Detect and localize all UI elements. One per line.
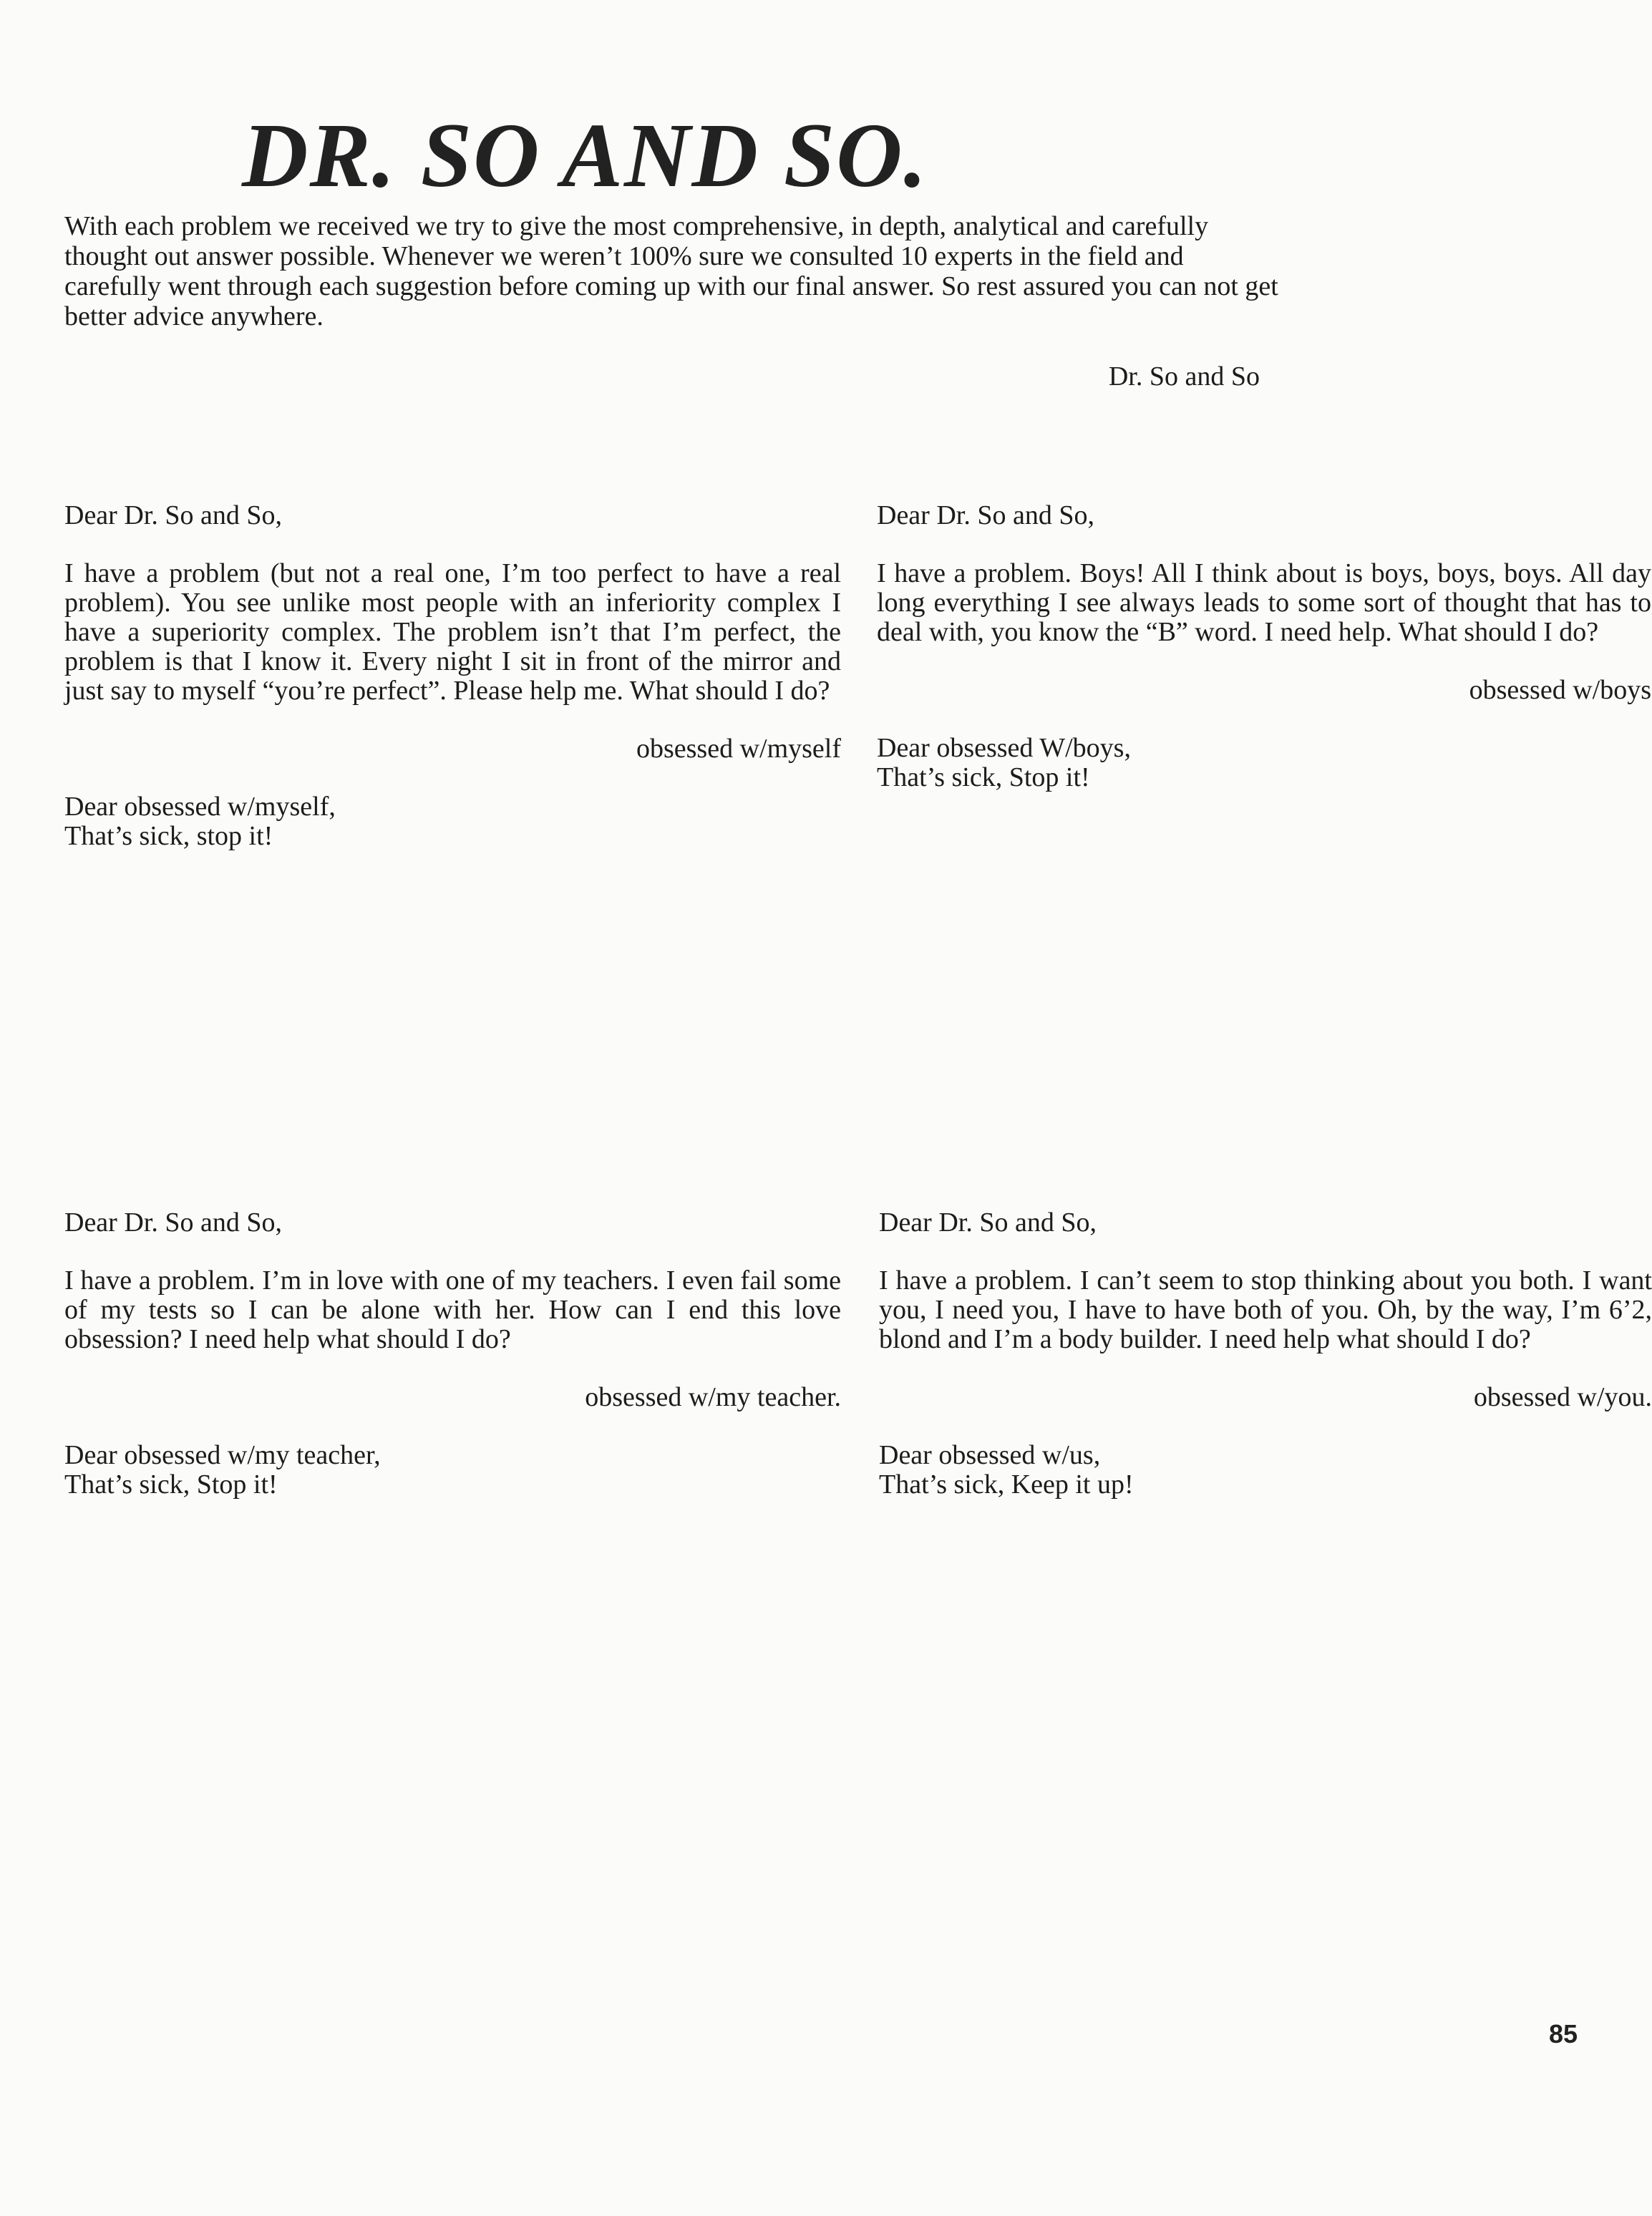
letter-body: I have a problem. I can’t seem to stop thinking about you both. I want you, I need you, I have to have both of you. Oh, by the way, I’m 6’2, blond and I’m a body builder. I need help what should I do? <box>879 1265 1652 1354</box>
reply <box>879 1441 1652 1500</box>
letter-salutation: Dear Dr. So and So, <box>879 1207 1097 1238</box>
reply-salutation: Dear obsessed W/boys, <box>877 733 1131 763</box>
intro-signature: Dr. So and So <box>1108 361 1260 392</box>
reply <box>64 1441 841 1500</box>
letter-signoff: obsessed w/boys <box>1469 675 1651 705</box>
letter-body: I have a problem. Boys! All I think about is boys, boys, boys. All day long everything I see always leads to some sort of thought that has to deal with, you know the “B” word. I need help. What should I do? <box>877 558 1651 647</box>
reply-salutation: Dear obsessed w/my teacher, <box>64 1440 381 1470</box>
reply-text: That’s sick, Keep it up! <box>879 1469 1134 1500</box>
reply-salutation: Dear obsessed w/us, <box>879 1440 1101 1470</box>
letter-signoff: obsessed w/you. <box>1473 1382 1652 1412</box>
reply <box>877 734 1651 792</box>
letter-1 <box>64 501 841 851</box>
letter-body: I have a problem. I’m in love with one of my teachers. I even fail some of my tests so I can be alone with her. How can I end this love obsession? I need help what should I do? <box>64 1265 841 1354</box>
page-number: 85 <box>1548 2019 1578 2049</box>
letter-2 <box>877 501 1651 792</box>
letter-4 <box>879 1208 1652 1500</box>
reply <box>64 792 841 851</box>
letter-signoff: obsessed w/my teacher. <box>585 1382 841 1412</box>
letter-salutation: Dear Dr. So and So, <box>64 500 282 530</box>
intro-paragraph: With each problem we received we try to give the most comprehensive, in depth, analytical and carefully thought out answer possible. Whenever we weren’t 100% sure we consulted 10 experts in the field and carefully went through each suggestion before coming up with our final answer. So rest assured you can not get better advice anywhere. <box>64 211 1278 331</box>
letter-body: I have a problem (but not a real one, I’m too perfect to have a real problem). You see unlike most people with an inferiority complex I have a superiority complex. The problem isn’t that I’m perfect, the problem is that I know it. Every night I sit in front of the mirror and just say to myself “you’re perfect”. Please help me. What should I do? <box>64 558 841 706</box>
page-title: DR. SO AND SO. <box>242 105 928 206</box>
reply-salutation: Dear obsessed w/myself, <box>64 792 336 822</box>
letter-salutation: Dear Dr. So and So, <box>877 500 1094 530</box>
reply-text: That’s sick, stop it! <box>64 821 273 851</box>
letter-signoff: obsessed w/myself <box>636 734 841 764</box>
letter-3 <box>64 1208 841 1500</box>
reply-text: That’s sick, Stop it! <box>877 762 1090 792</box>
letter-salutation: Dear Dr. So and So, <box>64 1207 282 1238</box>
reply-text: That’s sick, Stop it! <box>64 1469 278 1500</box>
